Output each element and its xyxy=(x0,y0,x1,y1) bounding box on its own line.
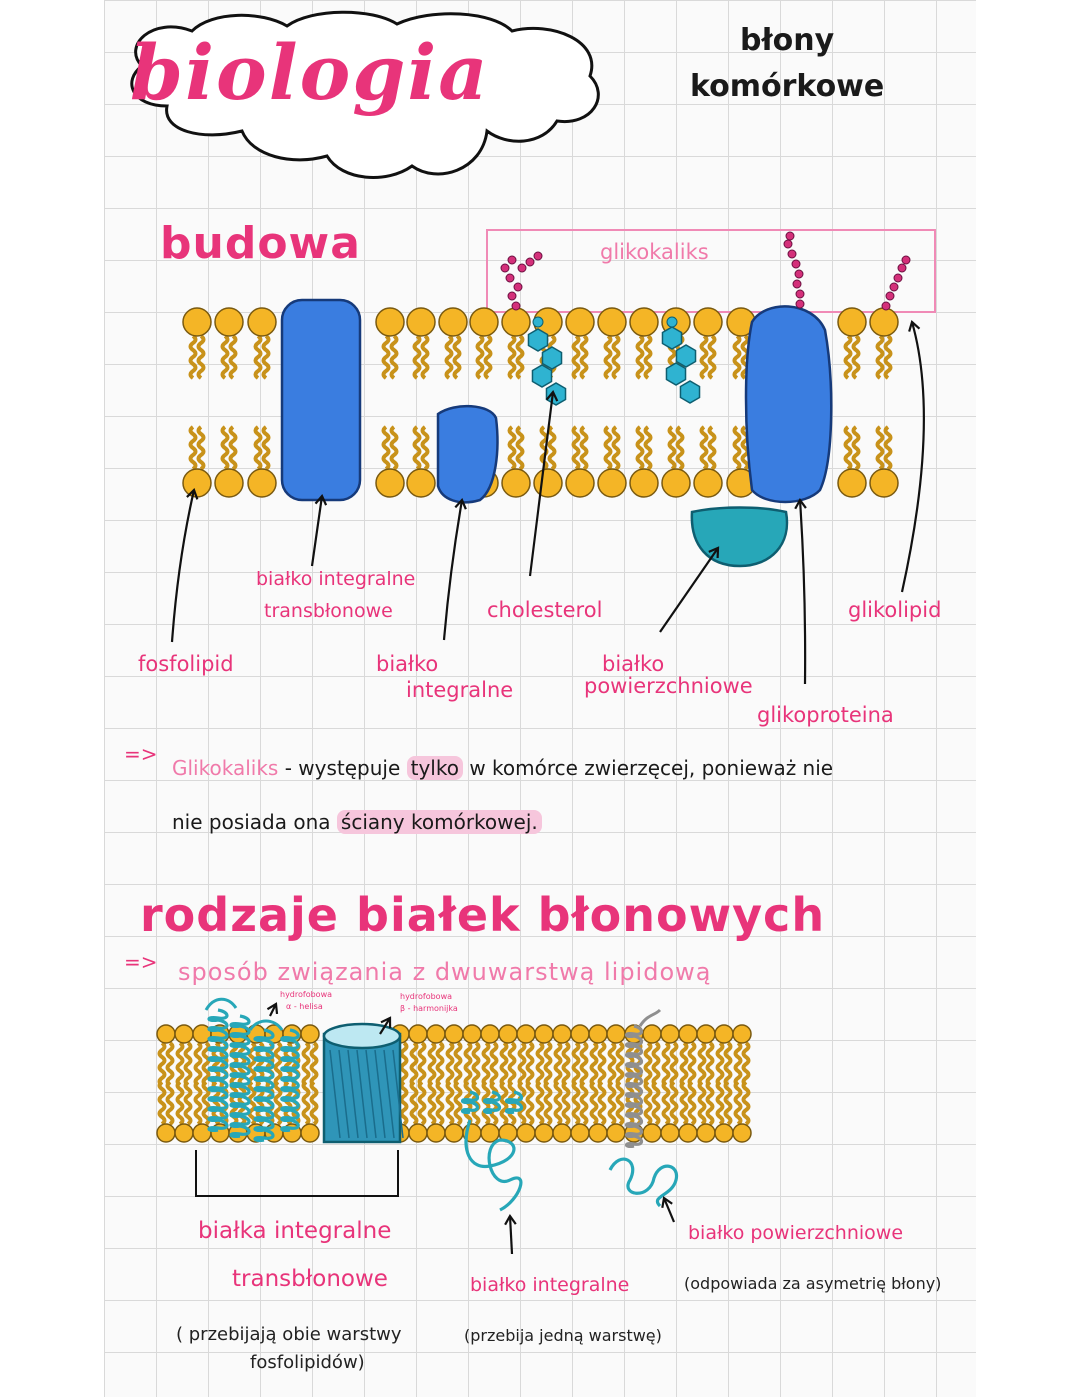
phospholipid2-11 xyxy=(409,1025,427,1142)
page-subtitle-line2: komórkowe xyxy=(690,69,885,104)
label-integral-transmembrane-line2: transbłonowe xyxy=(232,1266,388,1292)
label-surface-2: białko powierzchniowe xyxy=(688,1222,904,1244)
phospholipid2-22 xyxy=(607,1025,625,1142)
note-line2-a: nie posiada ona xyxy=(172,810,331,834)
section-budowa-heading: budowa xyxy=(160,218,361,269)
label-integral-line2: integralne xyxy=(406,678,514,702)
phospholipid2-25 xyxy=(661,1025,679,1142)
tiny-label-beta-line1: hydrofobowa xyxy=(400,992,453,1001)
glycocalyx-label: glikokaliks xyxy=(600,240,709,264)
phospholipid2-15 xyxy=(481,1025,499,1142)
note-arrow: => xyxy=(124,742,158,766)
label-surface-line1: białko xyxy=(602,652,665,676)
phospholipid2-1 xyxy=(157,1025,175,1142)
label-integral-transmembrane-line1: białka integralne xyxy=(198,1218,392,1244)
tiny-label-alpha-line1: hydrofobowa xyxy=(280,990,333,999)
label-transmembrane-line2: transbłonowe xyxy=(264,600,393,622)
note-integral-transmembrane-line2: fosfolipidów) xyxy=(250,1352,365,1373)
label-integral-2: białko integralne xyxy=(470,1274,630,1296)
note-term: Glikokaliks xyxy=(172,756,279,780)
label-phospholipid: fosfolipid xyxy=(138,652,234,676)
section-rodzaje-heading: rodzaje białek błonowych xyxy=(140,888,826,942)
phospholipid2-20 xyxy=(571,1025,589,1142)
phospholipid2-29 xyxy=(733,1025,751,1142)
phospholipid2-19 xyxy=(553,1025,571,1142)
section2-arrow: => xyxy=(124,950,158,974)
phospholipid2-24 xyxy=(643,1025,661,1142)
surface-grey-tail xyxy=(640,1010,660,1026)
arrow-integral-2 xyxy=(510,1216,512,1254)
phospholipid2-26 xyxy=(679,1025,697,1142)
label-cholesterol: cholesterol xyxy=(487,598,603,622)
phospholipid2-21 xyxy=(589,1025,607,1142)
phospholipid2-14 xyxy=(463,1025,481,1142)
note-integral-transmembrane-line1: ( przebijają obie warstwy xyxy=(176,1324,402,1345)
phospholipid2-3 xyxy=(193,1025,211,1142)
phospholipid2-16 xyxy=(499,1025,517,1142)
note-integral-2: (przebija jedną warstwę) xyxy=(464,1326,662,1345)
label-integral-line1: białko xyxy=(376,652,439,676)
label-glycolipid: glikolipid xyxy=(848,598,942,622)
tiny-label-beta-line2: β - harmonijka xyxy=(400,1004,458,1013)
note-highlight-tylko: tylko xyxy=(407,756,463,780)
note-line1-a: - występuje xyxy=(284,756,401,780)
phospholipid2-27 xyxy=(697,1025,715,1142)
phospholipid2-12 xyxy=(427,1025,445,1142)
phospholipid2-18 xyxy=(535,1025,553,1142)
label-transmembrane-line1: białko integralne xyxy=(256,568,416,590)
label-glycoprotein: glikoproteina xyxy=(757,703,894,727)
phospholipid2-9 xyxy=(301,1025,319,1142)
label-surface-line2: powierzchniowe xyxy=(584,674,753,698)
phospholipid2-2 xyxy=(175,1025,193,1142)
alpha-loop-1 xyxy=(206,999,236,1010)
phospholipid2-28 xyxy=(715,1025,733,1142)
tiny-label-alpha-line2: α - helisa xyxy=(286,1002,323,1011)
page-title: biologia xyxy=(130,28,490,117)
note-surface-2: (odpowiada za asymetrię błony) xyxy=(684,1274,942,1293)
beta-barrel-top xyxy=(324,1024,400,1048)
bracket-transmembrane xyxy=(196,1150,398,1196)
note-highlight-sciany: ściany komórkowej. xyxy=(337,810,542,834)
section2-subheading: sposób związania z dwuwarstwą lipidową xyxy=(178,958,712,986)
phospholipid2-17 xyxy=(517,1025,535,1142)
phospholipid2-13 xyxy=(445,1025,463,1142)
page-subtitle-line1: błony xyxy=(740,23,835,58)
note-line1-b: w komórce zwierzęcej, ponieważ nie xyxy=(469,756,834,780)
